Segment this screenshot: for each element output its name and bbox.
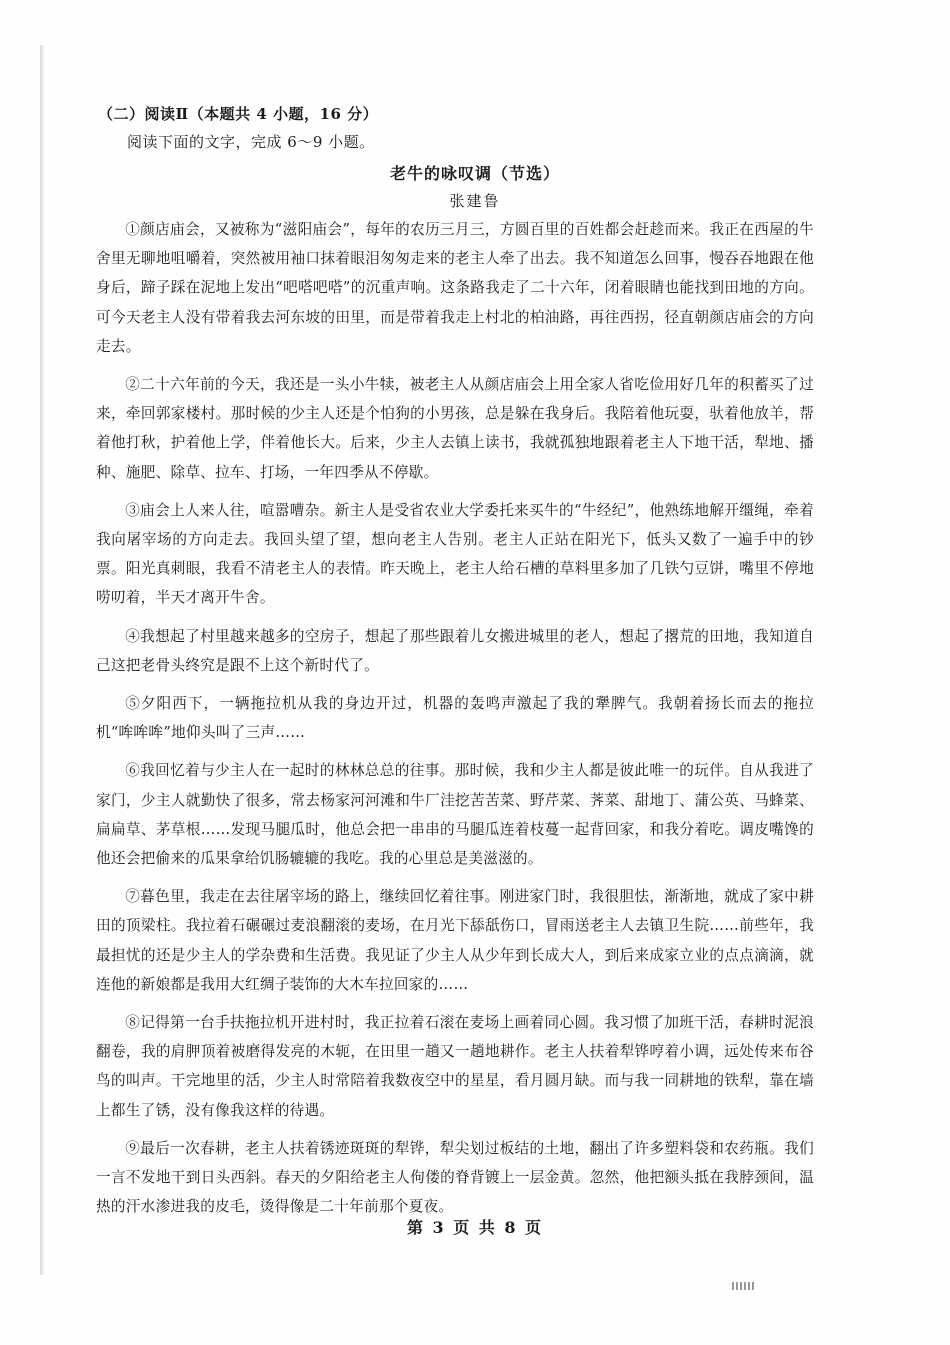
paragraph-6: ⑥我回忆着与少主人在一起时的林林总总的往事。那时候，我和少主人都是彼此唯一的玩伴。自从我进了家门，少主人就勤快了很多，常去杨家河河滩和牛厂洼挖苦苦菜、野芹菜、荠菜、甜地丁、蒲公英、马蜂菜、扁扁草、茅草根……发现马腿瓜时，他总会把一串串的马腿瓜连着枝蔓一起背回家，和我分着吃。调皮嘴馋的他还会把偷来的瓜果拿给饥肠辘辘的我吃。我的心里总是美滋滋的。 [96,762,814,868]
section-heading: （二）阅读Ⅱ（本题共 4 小题，16 分） [98,105,379,123]
article-author: 张建鲁 [449,192,501,210]
article-title: 老牛的咏叹调（节选） [389,164,560,183]
paragraph-7: ⑦暮色里，我走在去往屠宰场的路上，继续回忆着往事。刚进家门时，我很胆怯，渐渐地，就成了家中耕田的顶梁柱。我拉着石碾碾过麦浪翻滚的麦场，在月光下舔舐伤口，冒雨送老主人去镇卫生院……前些年，我最担忧的还是少主人的学杂费和生活费。我见证了少主人从少年到长成大人，到后来成家立业的点点滴滴，就连他的新娘都是我用大红绸子装饰的大木车拉回家的…… [96,888,814,993]
scan-edge-shadow [40,45,44,1275]
page-number: 第 3 页 共 8 页 [406,1218,544,1237]
paragraph-8: ⑧记得第一台手扶拖拉机开进村时，我正拉着石滚在麦场上画着同心圆。我习惯了加班干活，春耕时泥浪翻卷，我的肩胛顶着被磨得发亮的木轭，在田里一趟又一趟地耕作。老主人扶着犁铧哼着小调，远处传来布谷鸟的叫声。干完地里的活，少主人时常陪着我数夜空中的星星，看月圆月缺。而与我一同耕地的铁犁，靠在墙上都生了锈，没有像我这样的待遇。 [96,1014,814,1119]
paragraph-5: ⑤夕阳西下，一辆拖拉机从我的身边开过，机器的轰鸣声激起了我的犟脾气。我朝着扬长而去的拖拉机“哞哞哞”地仰头叫了三声…… [96,695,814,742]
paragraph-2: ②二十六年前的今天，我还是一头小牛犊，被老主人从颜店庙会上用全家人省吃俭用好几年的积蓄买了过来，牵回郭家楼村。那时候的少主人还是个怕狗的小男孩，总是躲在我身后。我陪着他玩耍，驮着他放羊，帮着他打秋，护着他上学，伴着他长大。后来，少主人去镇上读书，我就孤独地跟着老主人下地干活，犁地、播种、施肥、除草、拉车、打场，一年四季从不停歇。 [96,376,814,481]
paragraph-1: ①颜店庙会，又被称为“滋阳庙会”，每年的农历三月三，方圆百里的百姓都会赶趁而来。我正在西屋的牛舍里无聊地咀嚼着，突然被用袖口抹着眼泪匆匆走来的老主人牵了出去。我不知道怎么回事，慢吞吞地跟在他身后，蹄子踩在泥地上发出“吧嗒吧嗒”的沉重声响。这条路我走了二十六年，闭着眼睛也能找到田地的方向。可今天老主人没有带着我去河东坡的田里，而是带着我走上村北的柏油路，再往西拐，径直朝颜店庙会的方向走去。 [96,221,814,355]
paragraph-4: ④我想起了村里越来越多的空房子，想起了那些跟着儿女搬进城里的老人，想起了撂荒的田地，我知道自己这把老骨头终究是跟不上这个新时代了。 [96,627,814,674]
scan-corner-mark [732,1282,756,1290]
paragraph-3: ③庙会上人来人往，喧嚣嘈杂。新主人是受省农业大学委托来买牛的“牛经纪”，他熟练地解开缰绳，牵着我向屠宰场的方向走去。我回头望了望，想向老主人告别。老主人正站在阳光下，低头又数了一遍手中的钞票。阳光真刺眼，我看不清老主人的表情。昨天晚上，老主人给石槽的草料里多加了几铁勺豆饼，嘴里不停地唠叨着，半天才离开牛舍。 [96,501,814,607]
reading-instruction: 阅读下面的文字，完成 6～9 小题。 [127,133,375,151]
paragraph-9: ⑨最后一次春耕，老主人扶着锈迹斑斑的犁铧，犁尖划过板结的土地，翻出了许多塑料袋和农药瓶。我们一言不发地干到日头西斜。春天的夕阳给老主人佝偻的脊背镀上一层金黄。忽然，他把额头抵在我脖颈间，温热的汗水渗进我的皮毛，烫得像是二十年前那个夏夜。 [96,1139,814,1216]
article-body [96,215,814,1231]
